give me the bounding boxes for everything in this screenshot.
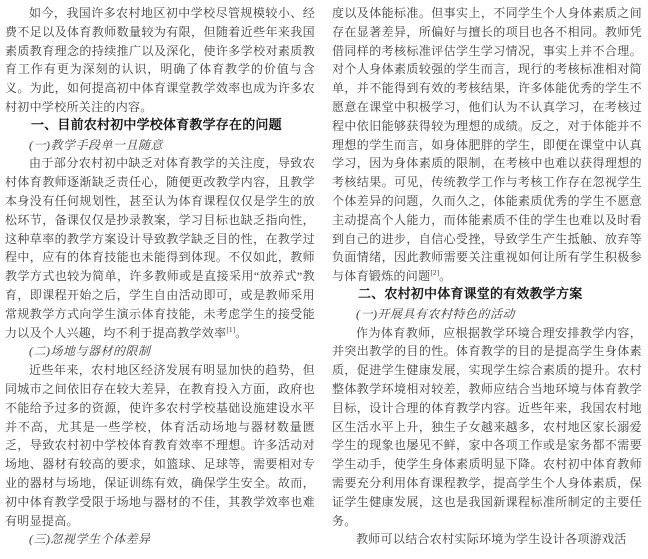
subsection-1-1-heading: (一)教学手段单一且随意: [29, 137, 163, 152]
citation-2-marker: [2]: [430, 268, 440, 278]
paragraph-text: 由于部分农村初中缺乏对体育教学的关注度，导致农村体育教师逐渐缺乏责任心，随便更改教学内容，且教学本身没有任何规划性，甚至认为体育课程仅仅是学生的放松环节，备课仅仅是抄录教案，学习目标也缺乏指向性，这种草率的教学方案设计导致教学缺乏目的性，在教学过程中，应有的体育技能也未能得到体现。不仅如此，教师教学方式也较为简单，许多教师或是直接采用“放养式”教育，即课程开始之后，学生自由活动即可，或是教师采用常规教学方式向学生演示体育技能，未考虑学生的接受能力以及个人兴趣，均不利于提高教学效率: [5, 156, 315, 340]
section-2-heading: 二、农村初中体育课堂的有效教学方案: [358, 286, 583, 302]
subsection-2-1-paragraph: [332, 324, 642, 531]
subsection-1-3-heading: (三)忽视学生个体差异: [29, 532, 151, 547]
paragraph-text: 如今，我国许多农村地区初中学校尽管规模较小、经费不足以及体育教师数量较为有限，但随着近些年来我国素质教育理念的持续推广以及深化，使许多学校对素质教育工作有更为深刻的认识，明确了体育教学的价值与含义。为此，如何提高初中体育课堂教学效率也成为许多农村初中学校所关注的内容。: [5, 6, 315, 114]
section-1-heading: 一、目前农村初中学校体育教学存在的问题: [31, 117, 282, 133]
citation-1-marker: [1]: [226, 324, 236, 334]
partial-last-paragraph: [332, 530, 642, 549]
left-column: [5, 4, 315, 559]
right-column: [332, 4, 642, 559]
subsection-1-2-paragraph: [5, 361, 315, 530]
paragraph-tail: 。: [235, 325, 248, 340]
intro-paragraph: [5, 4, 315, 117]
subsection-1-1-paragraph: [5, 154, 315, 342]
subsection-2-1-heading: (一)开展具有农村特色的活动: [356, 306, 515, 321]
continued-paragraph: [332, 4, 642, 286]
paragraph-text: 作为体育教师，应根据教学环境合理安排教学内容，并突出教学的目的性。体育教学的目的是提高学生身体素质，促进学生健康发展，实现学生综合素质的提升。农村整体教学环境相对较差，教师应结合当地环境与体育教学目标，设计合理的体育教学内容。近些年来，我国农村地区生活水平上升，独生子女越来越多，农村地区家长溺爱学生的现象也屡见不鲜，家中各项工作或是家务都不需要学生动手，使学生身体素质明显下降。农村初中体育教师需要充分利用体育课程教学，提高学生个人身体素质，保证学生健康发展，这也是我国新课程标准所制定的主要任务。: [332, 325, 642, 528]
paragraph-text: 度以及体能标准。但事实上，不同学生个人身体素质之间存在显著差异，所偏好与擅长的项目也各不相同。教师凭借同样的考核标准评估学生学习情况，事实上并不合理。对个人身体素质较强的学生而言，现行的考核标准相对简单，并不能得到有效的考核结果，许多体能优秀的学生不愿意在课堂中积极学习，他们认为不认真学习，在考核过程中依旧能够获得较为理想的成绩。反之，对于体能并不理想的学生而言，如身体肥胖的学生，即便在课堂中认真学习，因为身体素质的限制，在考核中也难以获得理想的考核结果。可见，传统教学工作与考核工作存在忽视学生个体差异的问题，久而久之，体能素质优秀的学生不愿意主动提高个人能力，而体能素质不佳的学生也难以及时看到自己的进步，自信心受挫，导致学生产生抵触、放弃等负面情绪，因此教师需要关注重视如何让所有学生积极参与体育锻炼的问题: [332, 6, 642, 284]
paragraph-text: 教师可以结合农村实际环境为学生设计各项游戏活: [356, 532, 627, 547]
paragraph-tail: 。: [439, 269, 452, 284]
subsection-1-2-heading: (二)场地与器材的限制: [29, 344, 151, 359]
paragraph-text: 近些年来，农村地区经济发展有明显加快的趋势，但同城市之间依旧存在较大差异，在教育投入方面，政府也不能给予过多的资源，使许多农村学校基础设施建设水平并不高，尤其是一些学校，体育活动场地与器材数量匮乏，导致农村初中学校体育教育效率不理想。许多活动对场地、器材有较高的要求，如篮球、足球等，需要相对专业的器材与场地，保证训练有效，确保学生安全。故而，初中体育教学受限于场地与器材的不佳，其教学效率也难有明显提高。: [5, 363, 315, 528]
